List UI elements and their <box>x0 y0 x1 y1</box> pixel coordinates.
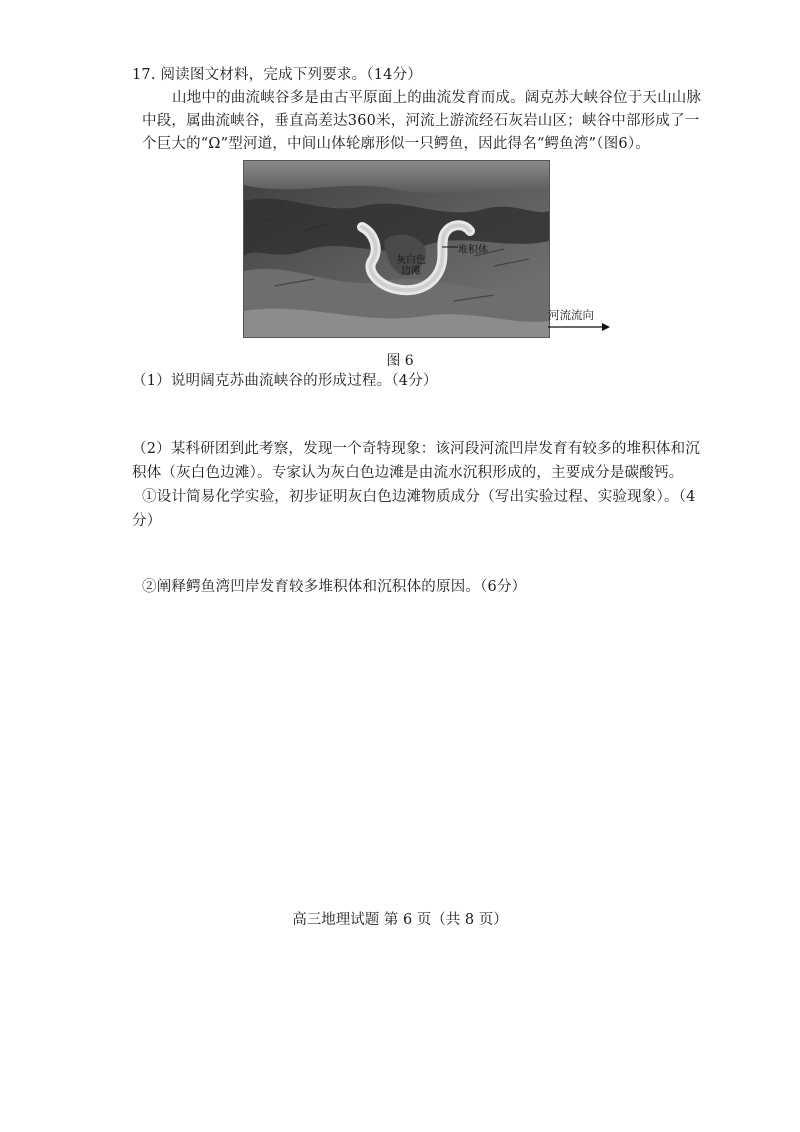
material-line-3: 个巨大的“Ω”型河道，中间山体轮廓形似一只鳄鱼，因此得名“鳄鱼湾”（图6）。 <box>142 136 650 152</box>
flow-direction-label: 河流流向 <box>548 308 594 322</box>
question-header: 17. 阅读图文材料，完成下列要求。（14分） <box>132 67 422 83</box>
subquestion-2-line-2: 积体（灰白色边滩）。专家认为灰白色边滩是由流水沉积形成的，主要成分是碳酸钙。 <box>132 465 684 481</box>
subquestion-2-1-line-2: 分） <box>132 513 162 529</box>
canyon-aerial-image <box>244 161 549 337</box>
canyon-photo <box>243 160 550 338</box>
material-line-2: 中段，属曲流峡谷，垂直高差达360米，河流上游流经石灰岩山区；峡谷中部形成了一 <box>142 113 700 129</box>
subquestion-2-line-1: （2）某科研团到此考察，发现一个奇特现象：该河段河流凹岸发育有较多的堆积体和沉 <box>132 441 701 457</box>
label-beach: 灰白色 边滩 <box>396 255 426 277</box>
subquestion-2-1-line-1: ①设计简易化学实验，初步证明灰白色边滩物质成分（写出实验过程、实验现象）。（4 <box>142 489 696 505</box>
figure-caption: 图 6 <box>386 353 414 369</box>
subquestion-2-2: ②阐释鳄鱼湾凹岸发育较多堆积体和沉积体的原因。（6分） <box>142 579 527 595</box>
material-line-1: 山地中的曲流峡谷多是由古平原面上的曲流发育而成。阔克苏大峡谷位于天山山脉 <box>172 90 702 106</box>
subquestion-1: （1）说明阔克苏曲流峡谷的形成过程。（4分） <box>132 373 438 389</box>
arrow-right-icon <box>548 322 610 332</box>
page-footer: 高三地理试题 第 6 页（共 8 页） <box>292 912 508 928</box>
label-deposit: 堆积体 <box>458 245 488 256</box>
